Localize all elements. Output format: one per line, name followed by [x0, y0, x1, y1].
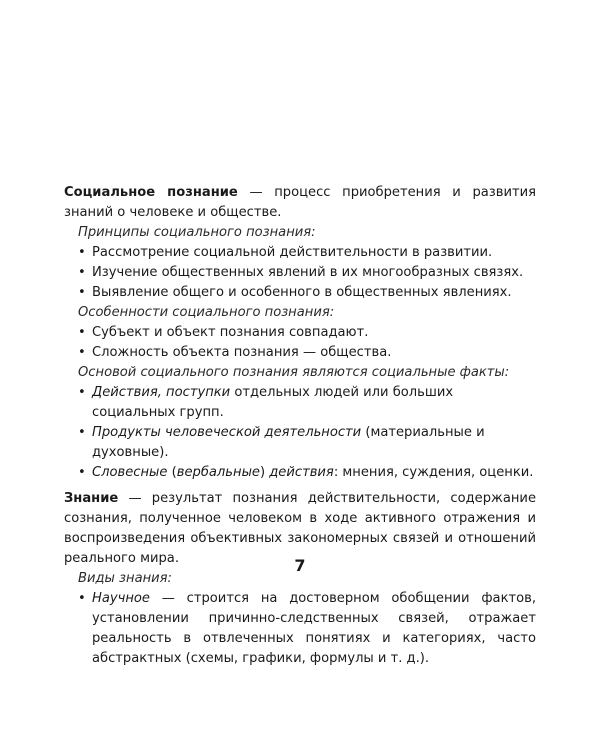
- features-heading: Особенности социального познания:: [78, 305, 335, 320]
- features-list: [64, 323, 536, 363]
- principles-list: [64, 243, 536, 303]
- list-item: [78, 343, 536, 363]
- list-item-text: Рассмотрение социальной действительности в развитии.: [92, 245, 493, 260]
- types-heading: Виды знания:: [78, 571, 172, 586]
- bullet-icon: •: [78, 325, 86, 340]
- list-item: [78, 383, 536, 423]
- list-item-text: — строится на достоверном обобщении фактов, установлении причинно-следственных связей, отражает реальность в отвлеченных понятиях и категориях, часто абстрактных (схемы, графики, формулы и т. д.).: [92, 591, 536, 666]
- types-list: [64, 589, 536, 669]
- bullet-icon: •: [78, 425, 86, 440]
- list-item-text: отдельных людей или больших социальных групп.: [92, 385, 454, 420]
- list-item: [78, 283, 536, 303]
- list-item: [78, 263, 536, 283]
- social-cognition-definition: [64, 183, 536, 223]
- bullet-icon: •: [78, 345, 86, 360]
- list-item-text: Сложность объекта познания — общества.: [92, 345, 392, 360]
- page-number: 7: [294, 556, 306, 575]
- page-body: [64, 183, 536, 669]
- definition-text: — процесс приобретения и развития знаний о человеке и обществе.: [64, 185, 536, 220]
- facts-heading: Основой социального познания являются социальные факты:: [78, 365, 510, 380]
- term-knowledge: Знание: [64, 491, 119, 506]
- list-item-italic: Словесные: [92, 465, 168, 480]
- list-item-text: (материальные и духовные).: [92, 425, 485, 460]
- list-item-italic: действия: [269, 465, 334, 480]
- definition-text: — результат познания действительности, содержание сознания, полученное человеком в ходе активного отражения и воспроизведения объективных закономерных связей и отношений реального мира.: [64, 491, 536, 566]
- principles-heading: Принципы социального познания:: [78, 225, 316, 240]
- facts-list: [64, 383, 536, 483]
- bullet-icon: •: [78, 285, 86, 300]
- list-item-text: (: [167, 465, 177, 480]
- list-item-text: Выявление общего и особенного в общественных явлениях.: [92, 285, 512, 300]
- list-item: [78, 243, 536, 263]
- list-item: [78, 463, 536, 483]
- bullet-icon: •: [78, 465, 86, 480]
- bullet-icon: •: [78, 385, 86, 400]
- bullet-icon: •: [78, 265, 86, 280]
- list-item-text: Изучение общественных явлений в их многообразных связях.: [92, 265, 524, 280]
- bullet-icon: •: [78, 245, 86, 260]
- list-item-text: : мнения, суждения, оценки.: [333, 465, 534, 480]
- term-social-cognition: Социальное познание: [64, 185, 238, 200]
- list-item-text: ): [259, 465, 270, 480]
- list-item-italic: Продукты человеческой деятельности: [92, 425, 362, 440]
- list-item: [78, 423, 536, 463]
- bullet-icon: •: [78, 591, 86, 606]
- list-item-italic: вербальные: [176, 465, 260, 480]
- list-item: [78, 589, 536, 669]
- list-item: [78, 323, 536, 343]
- list-item-italic: Действия, поступки: [92, 385, 231, 400]
- list-item-text: Субъект и объект познания совпадают.: [92, 325, 369, 340]
- list-item-italic: Научное: [92, 591, 150, 606]
